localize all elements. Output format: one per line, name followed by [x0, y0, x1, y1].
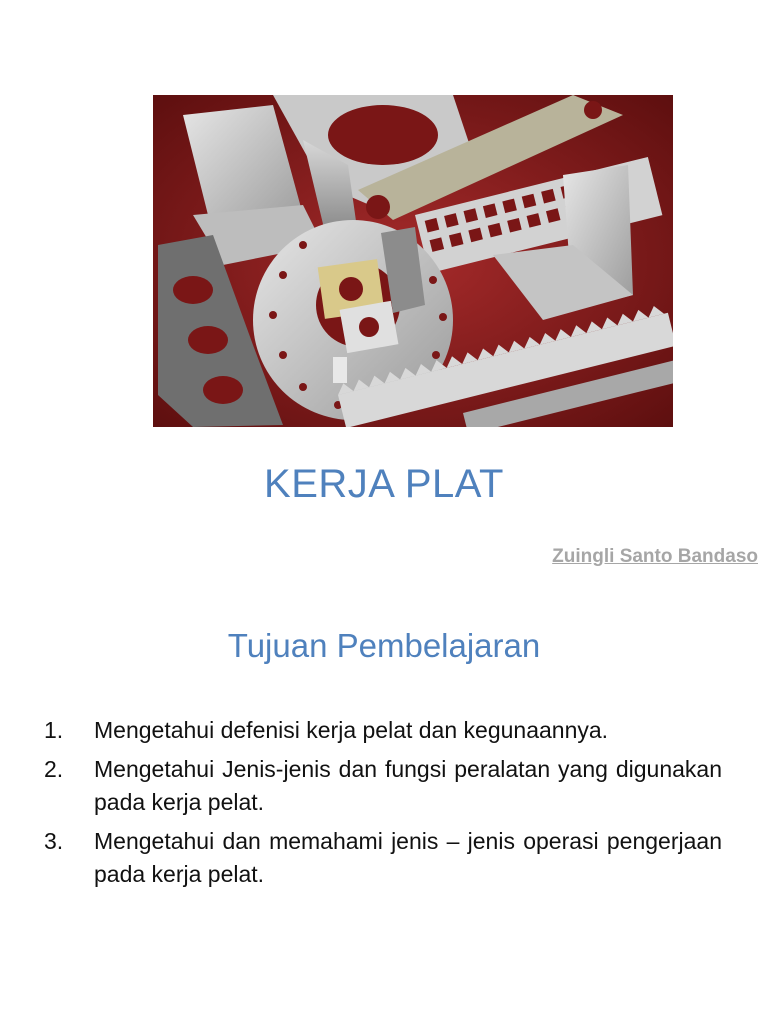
list-item — [44, 714, 722, 747]
list-item — [44, 753, 722, 819]
list-item-text: Mengetahui defenisi kerja pelat dan kegunaannya. — [94, 717, 609, 743]
author-link[interactable]: Zuingli Santo Bandaso — [552, 546, 758, 567]
sheet-metal-parts-photo — [153, 95, 673, 427]
learning-objectives-list — [44, 714, 722, 897]
list-item-text: Mengetahui dan memahami jenis – jenis operasi pengerjaan pada kerja pelat. — [94, 828, 722, 887]
slide-title: KERJA PLAT — [264, 462, 504, 506]
list-item-text: Mengetahui Jenis-jenis dan fungsi peralatan yang digunakan pada kerja pelat. — [94, 756, 722, 815]
list-item-number: 1. — [44, 717, 64, 743]
section-heading — [0, 627, 768, 665]
list-item — [44, 825, 722, 891]
list-item-number: 2. — [44, 756, 64, 782]
section-heading-text: Tujuan Pembelajaran — [227, 627, 541, 664]
sheet-metal-parts-illustration — [153, 95, 673, 427]
list-item-number: 3. — [44, 828, 64, 854]
